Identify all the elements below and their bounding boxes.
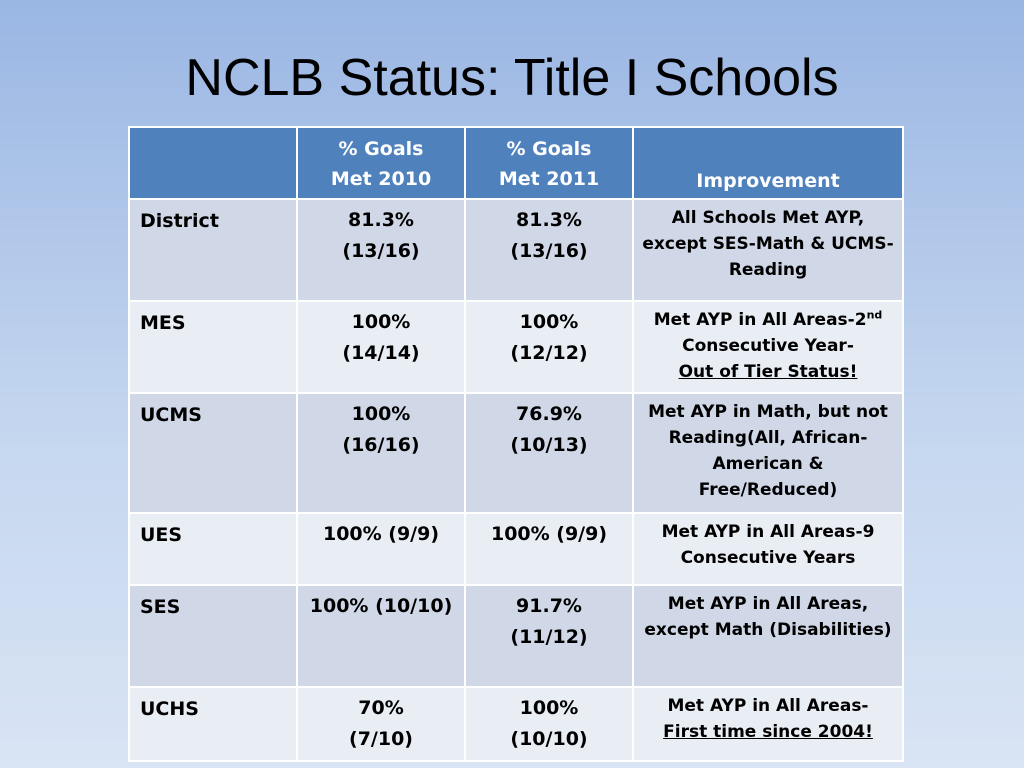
- improvement-cell: [633, 513, 903, 585]
- met-2011-cell: [465, 393, 633, 513]
- improvement-text: Met AYP in Math, but not: [648, 402, 888, 422]
- improvement-text: Consecutive Years: [680, 548, 856, 568]
- improvement-cell: [633, 393, 903, 513]
- met-2010-value: 100% (10/10): [309, 595, 453, 617]
- improvement-cell: [633, 687, 903, 761]
- met-2011-percent: 100%: [519, 697, 579, 719]
- met-2010-cell: [297, 301, 465, 393]
- header-met-2011: [465, 127, 633, 199]
- met-2011-cell: [465, 301, 633, 393]
- school-name: District: [129, 199, 297, 301]
- school-name: UCHS: [129, 687, 297, 761]
- met-2011-cell: [465, 513, 633, 585]
- school-name: UES: [129, 513, 297, 585]
- improvement-text: Free/Reduced): [698, 480, 838, 500]
- met-2010-cell: [297, 585, 465, 687]
- met-2011-fraction: (11/12): [510, 626, 588, 648]
- improvement-text: except Math (Disabilities): [644, 620, 892, 640]
- met-2010-cell: [297, 687, 465, 761]
- met-2011-cell: [465, 585, 633, 687]
- header-met-2011-line2: Met 2011: [498, 168, 600, 190]
- met-2010-percent: 100%: [351, 311, 411, 333]
- header-met-2010: [297, 127, 465, 199]
- school-name: UCMS: [129, 393, 297, 513]
- improvement-text: Reading(All, African-: [668, 428, 868, 448]
- table-row-ues: [129, 513, 903, 585]
- header-met-2011-line1: % Goals: [506, 138, 592, 160]
- header-improvement: Improvement: [633, 127, 903, 199]
- improvement-cell: [633, 199, 903, 301]
- met-2011-percent: 81.3%: [516, 209, 582, 231]
- slide-title: NCLB Status: Title I Schools: [185, 49, 839, 107]
- improvement-text: except SES-Math & UCMS-: [642, 234, 894, 254]
- met-2011-percent: 100%: [519, 311, 579, 333]
- improvement-text: Reading: [728, 260, 808, 280]
- met-2010-fraction: (13/16): [342, 240, 420, 262]
- met-2010-fraction: (14/14): [342, 342, 420, 364]
- met-2011-fraction: (13/16): [510, 240, 588, 262]
- school-name: SES: [129, 585, 297, 687]
- table-row-ucms: [129, 393, 903, 513]
- improvement-text-underlined: Out of Tier Status!: [678, 362, 858, 382]
- improvement-text: Consecutive Year-: [682, 336, 854, 356]
- improvement-text-underlined: First time since 2004!: [663, 722, 873, 742]
- met-2010-cell: [297, 513, 465, 585]
- met-2010-fraction: (16/16): [342, 434, 420, 456]
- table-header-row: [129, 127, 903, 199]
- met-2011-value: 100% (9/9): [490, 523, 608, 545]
- improvement-cell: [633, 585, 903, 687]
- header-met-2010-line2: Met 2010: [330, 168, 432, 190]
- header-met-2010-line1: % Goals: [338, 138, 424, 160]
- met-2011-percent: 76.9%: [516, 403, 582, 425]
- improvement-text: All Schools Met AYP,: [671, 208, 865, 228]
- table-row-ses: [129, 585, 903, 687]
- ordinal-suffix: nd: [866, 308, 883, 322]
- improvement-cell: [633, 301, 903, 393]
- table-row-mes: [129, 301, 903, 393]
- header-school: [129, 127, 297, 199]
- table-row-uchs: [129, 687, 903, 761]
- met-2011-cell: [465, 687, 633, 761]
- met-2011-cell: [465, 199, 633, 301]
- improvement-text: [634, 307, 902, 333]
- met-2011-fraction: (10/13): [510, 434, 588, 456]
- improvement-text-main: Met AYP in All Areas-2: [653, 310, 867, 330]
- met-2011-fraction: (10/10): [510, 728, 588, 750]
- improvement-text: Met AYP in All Areas,: [667, 594, 869, 614]
- improvement-text: Met AYP in All Areas-: [667, 696, 869, 716]
- improvement-text: American &: [712, 454, 824, 474]
- nclb-status-table: [128, 126, 904, 762]
- met-2010-percent: 100%: [351, 403, 411, 425]
- met-2010-fraction: (7/10): [349, 728, 413, 750]
- met-2010-cell: [297, 199, 465, 301]
- table-row-district: [129, 199, 903, 301]
- improvement-text: Met AYP in All Areas-9: [661, 522, 875, 542]
- met-2010-value: 100% (9/9): [322, 523, 440, 545]
- met-2010-cell: [297, 393, 465, 513]
- met-2011-percent: 91.7%: [516, 595, 582, 617]
- met-2010-percent: 81.3%: [348, 209, 414, 231]
- met-2010-percent: 70%: [358, 697, 404, 719]
- met-2011-fraction: (12/12): [510, 342, 588, 364]
- school-name: MES: [129, 301, 297, 393]
